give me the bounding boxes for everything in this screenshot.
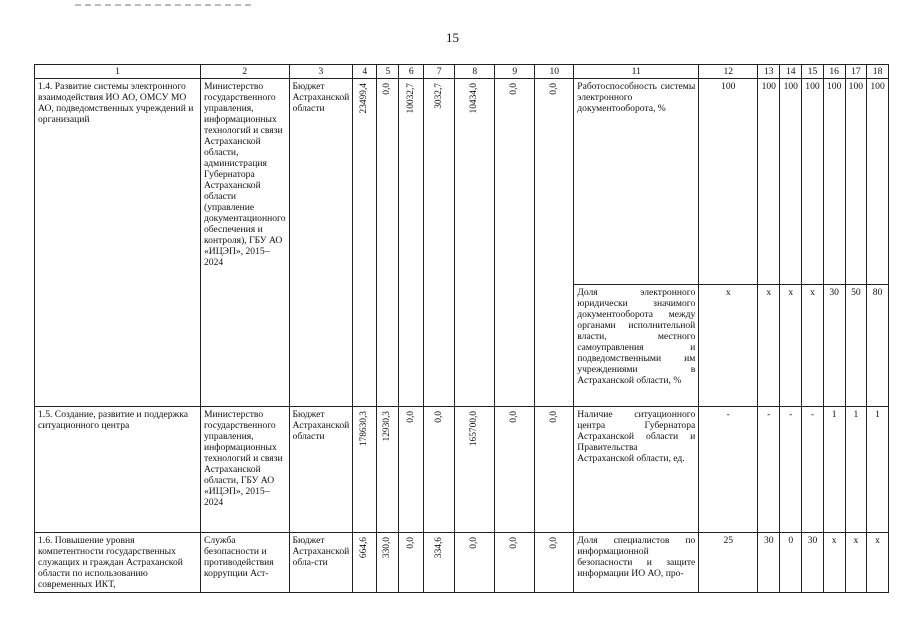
value-cell — [377, 79, 399, 407]
indicator-value: 100 — [802, 79, 823, 285]
header-cell: 11 — [574, 65, 699, 79]
value-cell — [353, 79, 377, 407]
indicator-value: 25 — [699, 533, 758, 593]
value-cell — [399, 407, 424, 533]
indicator-value: 100 — [780, 79, 802, 285]
indicator-value: 100 — [699, 79, 758, 285]
page-number: 15 — [446, 30, 459, 45]
value-text: 3032,7 — [433, 83, 444, 109]
measure-cell: 1.4. Развитие системы электронного взаимодействия ИО АО, ОМСУ МО АО, подведомственных учреждений и организаций — [35, 79, 201, 407]
value-text: 178630,3 — [359, 411, 370, 447]
value-cell — [377, 407, 399, 533]
value-cell — [424, 79, 455, 407]
header-cell: 7 — [424, 65, 455, 79]
value-text: 0,0 — [382, 83, 393, 95]
table-row — [35, 79, 889, 285]
value-cell — [455, 533, 495, 593]
value-cell — [495, 79, 535, 407]
program-table — [34, 64, 889, 593]
value-text: 0,0 — [509, 83, 520, 95]
value-cell — [377, 533, 399, 593]
indicator-value: x — [699, 285, 758, 407]
header-cell: 1 — [35, 65, 201, 79]
value-cell — [353, 407, 377, 533]
value-text: 0,0 — [433, 411, 444, 423]
indicator-value: 100 — [758, 79, 780, 285]
header-cell: 13 — [758, 65, 780, 79]
indicator-value: 100 — [867, 79, 889, 285]
value-cell — [535, 79, 574, 407]
header-cell: 17 — [845, 65, 866, 79]
indicator-value: x — [758, 285, 780, 407]
value-cell — [495, 533, 535, 593]
source-cell: Бюджет Астраханской области — [289, 79, 353, 407]
indicator-name: Работоспособность системы электронного документооборота, % — [574, 79, 699, 285]
value-cell — [399, 533, 424, 593]
value-text: 0,0 — [509, 411, 520, 423]
header-cell: 18 — [867, 65, 889, 79]
header-cell: 16 — [823, 65, 845, 79]
indicator-value: 1 — [823, 407, 845, 533]
value-text: 664,6 — [359, 537, 370, 559]
header-cell: 14 — [780, 65, 802, 79]
indicator-value: 0 — [780, 533, 802, 593]
value-text: 0,0 — [405, 411, 416, 423]
value-cell — [455, 407, 495, 533]
indicator-value: x — [867, 533, 889, 593]
table-row — [35, 407, 889, 533]
indicator-value: 1 — [845, 407, 866, 533]
indicator-value: 30 — [823, 285, 845, 407]
value-cell — [455, 79, 495, 407]
header-cell: 2 — [201, 65, 290, 79]
table-row — [35, 533, 889, 593]
header-cell: 5 — [377, 65, 399, 79]
header-cell: 15 — [802, 65, 823, 79]
value-text: 23499,4 — [359, 83, 370, 114]
executor-cell: Министерство государственного управления, информационных технологий и связи Астраханской области, ГБУ АО «ИЦЭП», 2015–2024 — [201, 407, 290, 533]
indicator-name: Доля электронного юридически значимого документооборота между органами исполнительной власти, местного самоуправления и подведомственными им учреждениями в Астраханской области, % — [574, 285, 699, 407]
value-cell — [424, 533, 455, 593]
indicator-value: - — [758, 407, 780, 533]
indicator-value: x — [802, 285, 823, 407]
source-cell: Бюджет Астраханской области — [289, 407, 353, 533]
executor-cell: Министерство государственного управления, информационных технологий и связи Астраханской области, администрация Губернатора Астраханской области (управление документационного обеспечения и контроля), ГБУ АО «ИЦЭП», 2015–2024 — [201, 79, 290, 407]
header-cell: 3 — [289, 65, 353, 79]
header-cell: 8 — [455, 65, 495, 79]
header-cell: 12 — [699, 65, 758, 79]
value-text: 0,0 — [405, 537, 416, 549]
indicator-value: 100 — [845, 79, 866, 285]
value-cell — [535, 533, 574, 593]
value-text: 330,0 — [382, 537, 393, 559]
value-text: 10434,0 — [469, 83, 480, 114]
value-text: 165700,0 — [469, 411, 480, 447]
indicator-name: Наличие ситуационного центра Губернатора Астраханской области и Правительства Астраханской области, ед. — [574, 407, 699, 533]
value-text: 10032,7 — [405, 83, 416, 114]
header-row — [35, 65, 889, 79]
header-cell: 6 — [399, 65, 424, 79]
value-cell — [535, 407, 574, 533]
value-cell — [424, 407, 455, 533]
indicator-value: - — [802, 407, 823, 533]
value-cell — [399, 79, 424, 407]
indicator-value: 30 — [802, 533, 823, 593]
value-text: 0,0 — [548, 537, 559, 549]
value-cell — [353, 533, 377, 593]
header-cell: 10 — [535, 65, 574, 79]
header-cell: 4 — [353, 65, 377, 79]
indicator-value: - — [780, 407, 802, 533]
value-text: 334,6 — [433, 537, 444, 559]
value-text: 0,0 — [469, 537, 480, 549]
indicator-value: x — [845, 533, 866, 593]
source-cell: Бюджет Астраханской обла-сти — [289, 533, 353, 593]
indicator-value: 100 — [823, 79, 845, 285]
value-text: 12930,3 — [382, 411, 393, 442]
indicator-value: 30 — [758, 533, 780, 593]
indicator-value: x — [780, 285, 802, 407]
executor-cell: Служба безопасности и противодействия коррупции Аст- — [201, 533, 290, 593]
indicator-value: - — [699, 407, 758, 533]
scan-artifact — [75, 4, 255, 6]
indicator-name: Доля специалистов по информационной безопасности и защите информации ИО АО, про- — [574, 533, 699, 593]
measure-cell: 1.6. Повышение уровня компетентности государственных служащих и граждан Астраханской области по использованию современных ИКТ, — [35, 533, 201, 593]
indicator-value: 1 — [867, 407, 889, 533]
indicator-value: x — [823, 533, 845, 593]
measure-cell: 1.5. Создание, развитие и поддержка ситуационного центра — [35, 407, 201, 533]
value-text: 0,0 — [509, 537, 520, 549]
indicator-value: 80 — [867, 285, 889, 407]
value-text: 0,0 — [548, 83, 559, 95]
indicator-value: 50 — [845, 285, 866, 407]
value-text: 0,0 — [548, 411, 559, 423]
header-cell: 9 — [495, 65, 535, 79]
value-cell — [495, 407, 535, 533]
